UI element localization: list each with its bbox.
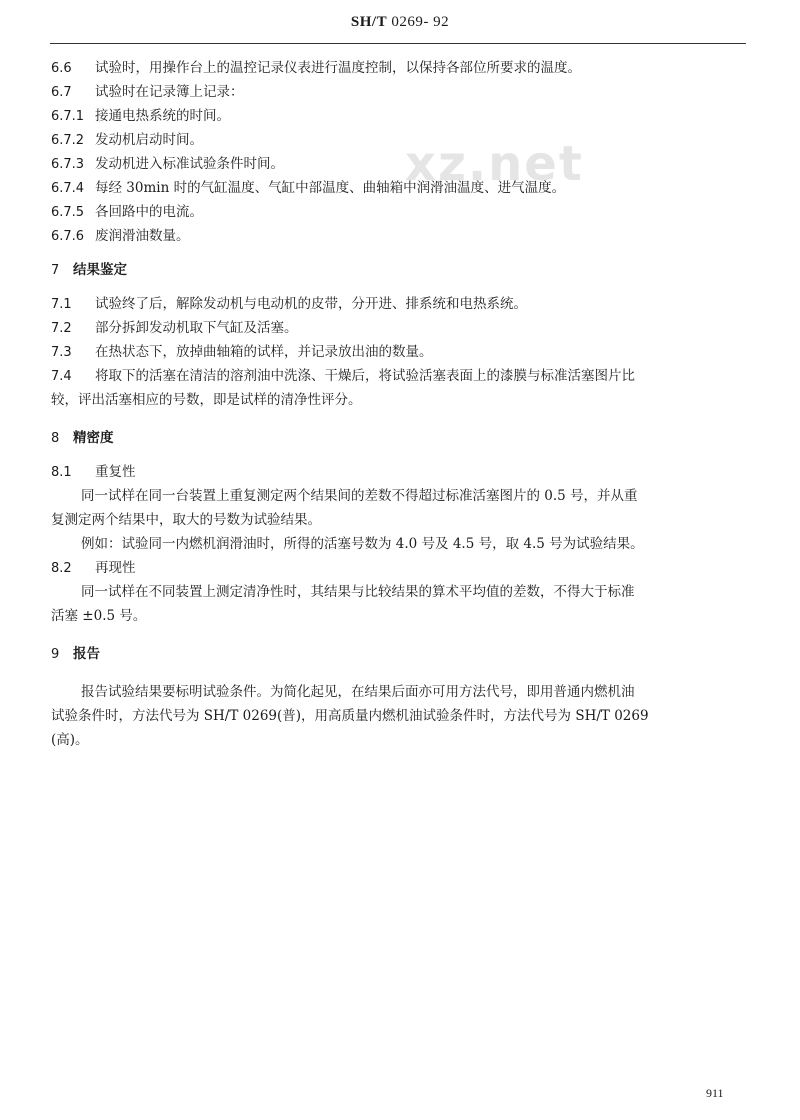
clause-8-1-text: 同一试样在同一台装置上重复测定两个结果间的差数不得超过标准活塞图片的 0.5 号，并从重 <box>81 488 638 504</box>
header-rule <box>50 43 746 44</box>
clause-9-text: 报告试验结果要标明试验条件。为简化起见，在结果后面亦可用方法代号，即用普通内燃机油 <box>81 684 635 700</box>
clause-8-1-title: 8.1 重复性 <box>51 464 136 480</box>
section-9-heading: 9 报告 <box>51 646 100 662</box>
clause-6-7-4: 6.7.4 每经 30min 时的气缸温度、气缸中部温度、曲轴箱中润滑油温度、进气温度。 <box>51 180 566 196</box>
clause-6-6: 6.6 试验时，用操作台上的温控记录仪表进行温度控制，以保持各部位所要求的温度。 <box>51 60 581 76</box>
page-header <box>0 14 800 31</box>
clause-6-7-3: 6.7.3 发动机进入标准试验条件时间。 <box>51 156 284 172</box>
clause-8-1-text-continued: 复测定两个结果中，取大的号数为试验结果。 <box>51 512 321 528</box>
watermark: xz.net <box>405 136 584 192</box>
clause-9-text-continued: 试验条件时，方法代号为 SH/T 0269(普)，用高质量内燃机油试验条件时，方法代号为 SH/T 0269 <box>51 708 649 724</box>
standard-code: SH/T <box>350 14 388 30</box>
page-number: 911 <box>706 1086 724 1100</box>
clause-8-2-title: 8.2 再现性 <box>51 560 136 576</box>
section-7-heading: 7 结果鉴定 <box>51 262 127 278</box>
clause-8-1-example: 例如：试验同一内燃机润滑油时，所得的活塞号数为 4.0 号及 4.5 号，取 4.5 号为试验结果。 <box>81 536 644 552</box>
clause-6-7-6: 6.7.6 废润滑油数量。 <box>51 228 190 244</box>
clause-6-7-5: 6.7.5 各回路中的电流。 <box>51 204 203 220</box>
document-body <box>51 56 747 752</box>
standard-number: 0269- 92 <box>391 14 450 30</box>
clause-8-2-text: 同一试样在不同装置上测定清净性时，其结果与比较结果的算术平均值的差数，不得大于标准 <box>81 584 635 600</box>
clause-9-text-end: (高)。 <box>51 732 89 748</box>
clause-8-2-text-continued: 活塞 ±0.5 号。 <box>51 608 147 624</box>
clause-7-2: 7.2 部分拆卸发动机取下气缸及活塞。 <box>51 320 298 336</box>
clause-7-4-continued: 较，评出活塞相应的号数，即是试样的清净性评分。 <box>51 392 362 408</box>
clause-7-1: 7.1 试验终了后，解除发动机与电动机的皮带，分开进、排系统和电热系统。 <box>51 296 527 312</box>
section-8-heading: 8 精密度 <box>51 430 114 446</box>
clause-7-4: 7.4 将取下的活塞在清洁的溶剂油中洗涤、干燥后，将试验活塞表面上的漆膜与标准活塞图片比 <box>51 368 635 384</box>
clause-6-7: 6.7 试验时在记录簿上记录： <box>51 84 244 100</box>
clause-6-7-1: 6.7.1 接通电热系统的时间。 <box>51 108 230 124</box>
section-6-items <box>51 56 747 248</box>
clause-6-7-2: 6.7.2 发动机启动时间。 <box>51 132 203 148</box>
clause-7-3: 7.3 在热状态下，放掉曲轴箱的试样，并记录放出油的数量。 <box>51 344 433 360</box>
